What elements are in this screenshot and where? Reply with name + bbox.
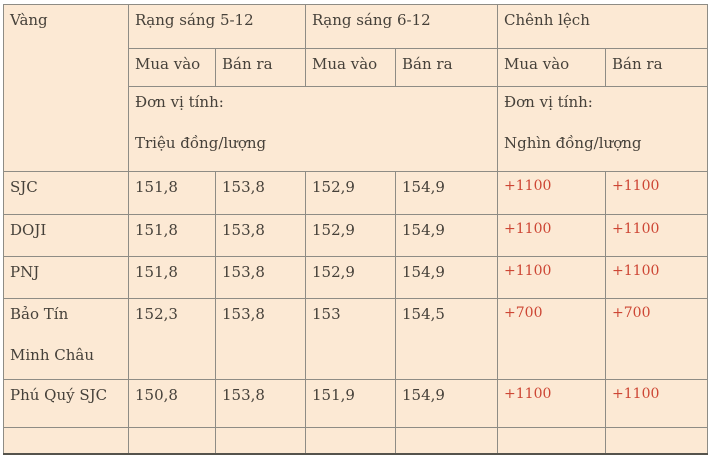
price-cell: 152,9 xyxy=(306,172,396,215)
price-cell: 153,8 xyxy=(216,299,306,380)
empty-cell xyxy=(129,428,216,454)
group-header-morning-6-12: Rạng sáng 6-12 xyxy=(306,5,498,49)
empty-cell xyxy=(396,428,498,454)
price-cell: 151,8 xyxy=(129,172,216,215)
change-cell: +1100 xyxy=(606,380,708,428)
table-row-phu-quy-sjc xyxy=(4,380,708,428)
change-cell: +1100 xyxy=(606,172,708,215)
price-cell: 151,9 xyxy=(306,380,396,428)
price-cell: 152,9 xyxy=(306,257,396,299)
row-header-vang: Vàng xyxy=(4,5,129,172)
empty-cell xyxy=(4,428,129,454)
price-cell: 153,8 xyxy=(216,257,306,299)
change-cell: +1100 xyxy=(498,172,606,215)
price-cell: 154,9 xyxy=(396,380,498,428)
col-header-sell-6-12: Bán ra xyxy=(396,49,498,87)
empty-cell xyxy=(498,428,606,454)
brand-label-line: DOJI xyxy=(10,221,47,239)
empty-cell xyxy=(606,428,708,454)
change-cell: +1100 xyxy=(606,215,708,257)
gold-price-table xyxy=(3,4,708,455)
price-cell: 154,9 xyxy=(396,257,498,299)
col-header-buy-5-12: Mua vào xyxy=(129,49,216,87)
price-cell: 153,8 xyxy=(216,380,306,428)
change-cell: +700 xyxy=(498,299,606,380)
price-cell: 153,8 xyxy=(216,172,306,215)
brand-label-line: Minh Châu xyxy=(10,346,94,364)
table-row-pnj xyxy=(4,257,708,299)
group-header-morning-5-12: Rạng sáng 5-12 xyxy=(129,5,306,49)
brand-label xyxy=(4,299,129,380)
change-cell: +700 xyxy=(606,299,708,380)
table-row-doji xyxy=(4,215,708,257)
unit-heading-prices: Đơn vị tính: xyxy=(135,93,224,111)
price-cell: 154,5 xyxy=(396,299,498,380)
price-cell: 151,8 xyxy=(129,257,216,299)
col-header-sell-diff: Bán ra xyxy=(606,49,708,87)
price-cell: 150,8 xyxy=(129,380,216,428)
brand-label xyxy=(4,172,129,215)
price-cell: 152,9 xyxy=(306,215,396,257)
brand-label-line: PNJ xyxy=(10,263,40,281)
price-cell: 153,8 xyxy=(216,215,306,257)
brand-label-line: SJC xyxy=(10,178,38,196)
unit-heading-difference: Đơn vị tính: xyxy=(504,93,593,111)
col-header-buy-6-12: Mua vào xyxy=(306,49,396,87)
empty-cell xyxy=(306,428,396,454)
empty-row xyxy=(4,428,708,454)
unit-value-prices: Triệu đồng/lượng xyxy=(135,134,267,152)
brand-label-line: Phú Quý SJC xyxy=(10,386,108,404)
col-header-sell-5-12: Bán ra xyxy=(216,49,306,87)
group-header-row xyxy=(4,5,708,49)
brand-label xyxy=(4,215,129,257)
col-header-buy-diff: Mua vào xyxy=(498,49,606,87)
price-cell: 153 xyxy=(306,299,396,380)
group-header-difference: Chênh lệch xyxy=(498,5,708,49)
change-cell: +1100 xyxy=(498,215,606,257)
price-cell: 154,9 xyxy=(396,215,498,257)
price-cell: 154,9 xyxy=(396,172,498,215)
brand-label xyxy=(4,380,129,428)
empty-cell xyxy=(216,428,306,454)
table-row-sjc xyxy=(4,172,708,215)
change-cell: +1100 xyxy=(498,257,606,299)
price-cell: 151,8 xyxy=(129,215,216,257)
table-row-bao-tin-minh-chau xyxy=(4,299,708,380)
unit-cell-difference xyxy=(498,87,708,172)
brand-label-line: Bảo Tín xyxy=(10,305,69,323)
change-cell: +1100 xyxy=(606,257,708,299)
brand-label xyxy=(4,257,129,299)
unit-value-difference: Nghìn đồng/lượng xyxy=(504,134,642,152)
change-cell: +1100 xyxy=(498,380,606,428)
price-cell: 152,3 xyxy=(129,299,216,380)
unit-cell-prices xyxy=(129,87,498,172)
